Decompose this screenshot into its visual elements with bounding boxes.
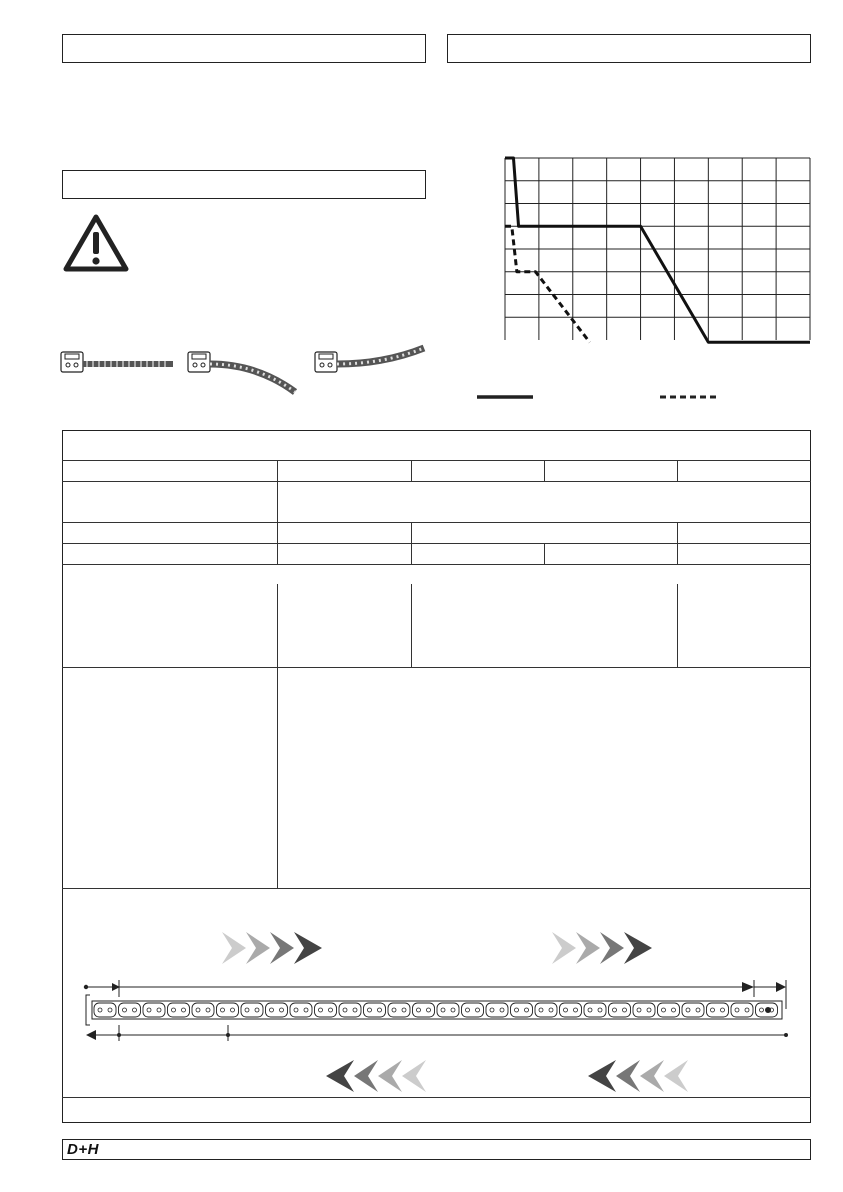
- direction-arrows-right-2: [550, 932, 654, 964]
- table-col-rule: [544, 543, 545, 564]
- table-rule: [62, 888, 811, 889]
- legend-dashed-line: [660, 393, 716, 401]
- top-left-header: [63, 36, 75, 54]
- chain-bent-up-illustration: [314, 344, 434, 378]
- brand-logo: D+H: [67, 1141, 99, 1158]
- table-col-rule: [677, 522, 678, 564]
- table-col-rule: [411, 460, 412, 481]
- direction-arrows-left-1: [322, 1060, 428, 1092]
- legend-solid-line: [477, 393, 533, 401]
- spec-table-title: [66, 436, 78, 442]
- table-col-rule: [544, 460, 545, 481]
- series-line-solid: [505, 158, 810, 342]
- series-line-dashed: [505, 226, 590, 342]
- warning-header-box: [62, 170, 426, 199]
- table-col-rule: [677, 460, 678, 481]
- table-col-rule: [411, 522, 412, 564]
- brand-footer: [62, 1139, 811, 1160]
- table-col-rule: [277, 460, 278, 522]
- top-right-header-box: [447, 34, 811, 63]
- table-col-rule: [411, 584, 412, 667]
- table-rule: [62, 522, 811, 523]
- warning-icon: [62, 213, 130, 273]
- table-rule: [62, 481, 811, 482]
- chain-end-bracket: [86, 995, 90, 1025]
- warning-header: [63, 172, 75, 190]
- table-col-rule: [677, 584, 678, 667]
- force-stroke-chart: [505, 158, 810, 340]
- chart-series: [505, 158, 810, 342]
- chart-grid: [505, 158, 810, 340]
- direction-arrows-left-2: [584, 1060, 690, 1092]
- top-left-header-box: [62, 34, 426, 63]
- direction-arrows-right-1: [220, 932, 324, 964]
- table-rule: [62, 543, 811, 544]
- chain-end-pin: [765, 1007, 771, 1013]
- table-col-rule: [277, 584, 278, 667]
- table-rule: [62, 667, 811, 668]
- table-rule: [62, 1097, 811, 1098]
- table-rule: [62, 460, 811, 461]
- chain-bent-down-illustration: [187, 350, 307, 398]
- table-rule: [62, 564, 811, 565]
- chain-straight-illustration: [60, 350, 180, 378]
- chain-dimension-diagram: [82, 975, 794, 1045]
- table-col-rule: [277, 522, 278, 564]
- table-col-rule: [277, 667, 278, 888]
- top-right-header: [448, 36, 460, 54]
